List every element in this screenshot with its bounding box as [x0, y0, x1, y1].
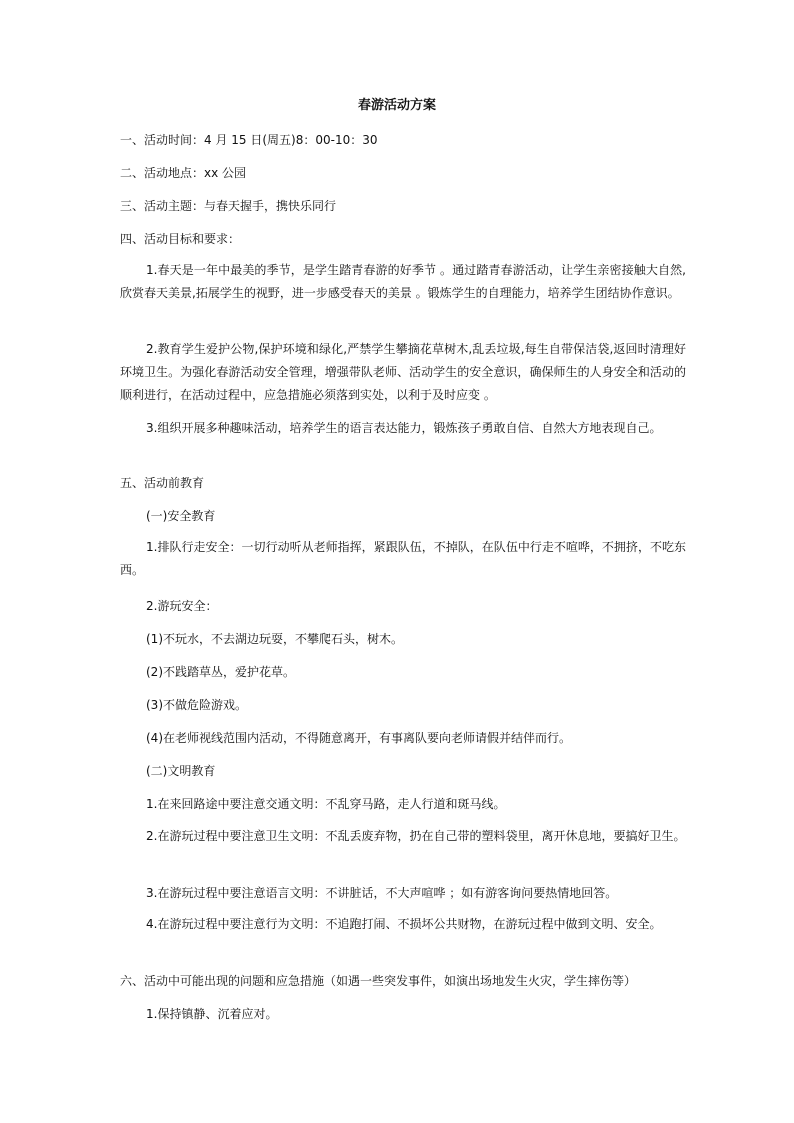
section-6-heading: 六、活动中可能出现的问题和应急措施（如遇一些突发事件，如演出场地发生火灾，学生摔伤等） — [120, 974, 637, 988]
safety-subitem-2: (2)不践踏草丛，爱护花草。 — [146, 665, 295, 679]
section-1-activity-time: 一、活动时间：4 月 15 日(周五)8：00-10：30 — [120, 133, 378, 147]
civility-education-heading: (二)文明教育 — [146, 764, 216, 778]
goal-paragraph-2: 2.教育学生爱护公物,保护环境和绿化,严禁学生攀摘花草树木,乱丢垃圾,每生自带保洁袋,返回时清理好环境卫生。为强化春游活动安全管理，增强带队老师、活动学生的安全意识，确保师生的人身安全和活动的顺利进行，在活动过程中，应急措施必须落到实处，以利于及时应变 。 — [120, 342, 686, 402]
civility-item-2: 2.在游玩过程中要注意卫生文明：不乱丢废弃物，扔在自己带的塑料袋里，离开休息地，要搞好卫生。 — [146, 829, 686, 843]
safety-subitem-4: (4)在老师视线范围内活动，不得随意离开，有事离队要向老师请假并结伴而行。 — [146, 731, 572, 745]
section-2-activity-location: 二、活动地点：xx 公园 — [120, 166, 247, 180]
safety-item-2: 2.游玩安全： — [146, 599, 218, 613]
goal-paragraph-3: 3.组织开展多种趣味活动，培养学生的语言表达能力，锻炼孩子勇敢自信、自然大方地表现自己。 — [146, 421, 662, 435]
civility-item-1: 1.在来回路途中要注意交通文明：不乱穿马路，走人行道和斑马线。 — [146, 797, 506, 811]
emergency-item-1: 1.保持镇静、沉着应对。 — [146, 1007, 278, 1021]
section-3-activity-theme: 三、活动主题：与春天握手，携快乐同行 — [120, 199, 337, 213]
safety-subitem-1: (1)不玩水，不去湖边玩耍，不攀爬石头，树木。 — [146, 632, 403, 646]
safety-subitem-3: (3)不做危险游戏。 — [146, 698, 247, 712]
safety-item-1: 1.排队行走安全：一切行动听从老师指挥，紧跟队伍，不掉队，在队伍中行走不喧哗，不拥挤，不吃东西。 — [120, 540, 686, 577]
document-title: 春游活动方案 — [357, 98, 436, 113]
civility-item-3: 3.在游玩过程中要注意语言文明：不讲脏话，不大声喧哗 ；如有游客询问要热情地回答。 — [146, 886, 618, 900]
safety-education-heading: (一)安全教育 — [146, 509, 216, 523]
section-5-heading: 五、活动前教育 — [120, 476, 205, 490]
section-4-heading: 四、活动目标和要求： — [120, 232, 241, 246]
civility-item-4: 4.在游玩过程中要注意行为文明：不追跑打闹、不损坏公共财物，在游玩过程中做到文明、安全。 — [146, 917, 662, 931]
goal-paragraph-1: 1.春天是一年中最美的季节，是学生踏青春游的好季节 。通过踏青春游活动，让学生亲密接触大自然,欣赏春天美景,拓展学生的视野，进一步感受春天的美景 。锻炼学生的自理能力，培养学生团结协作意识。 — [120, 263, 686, 300]
